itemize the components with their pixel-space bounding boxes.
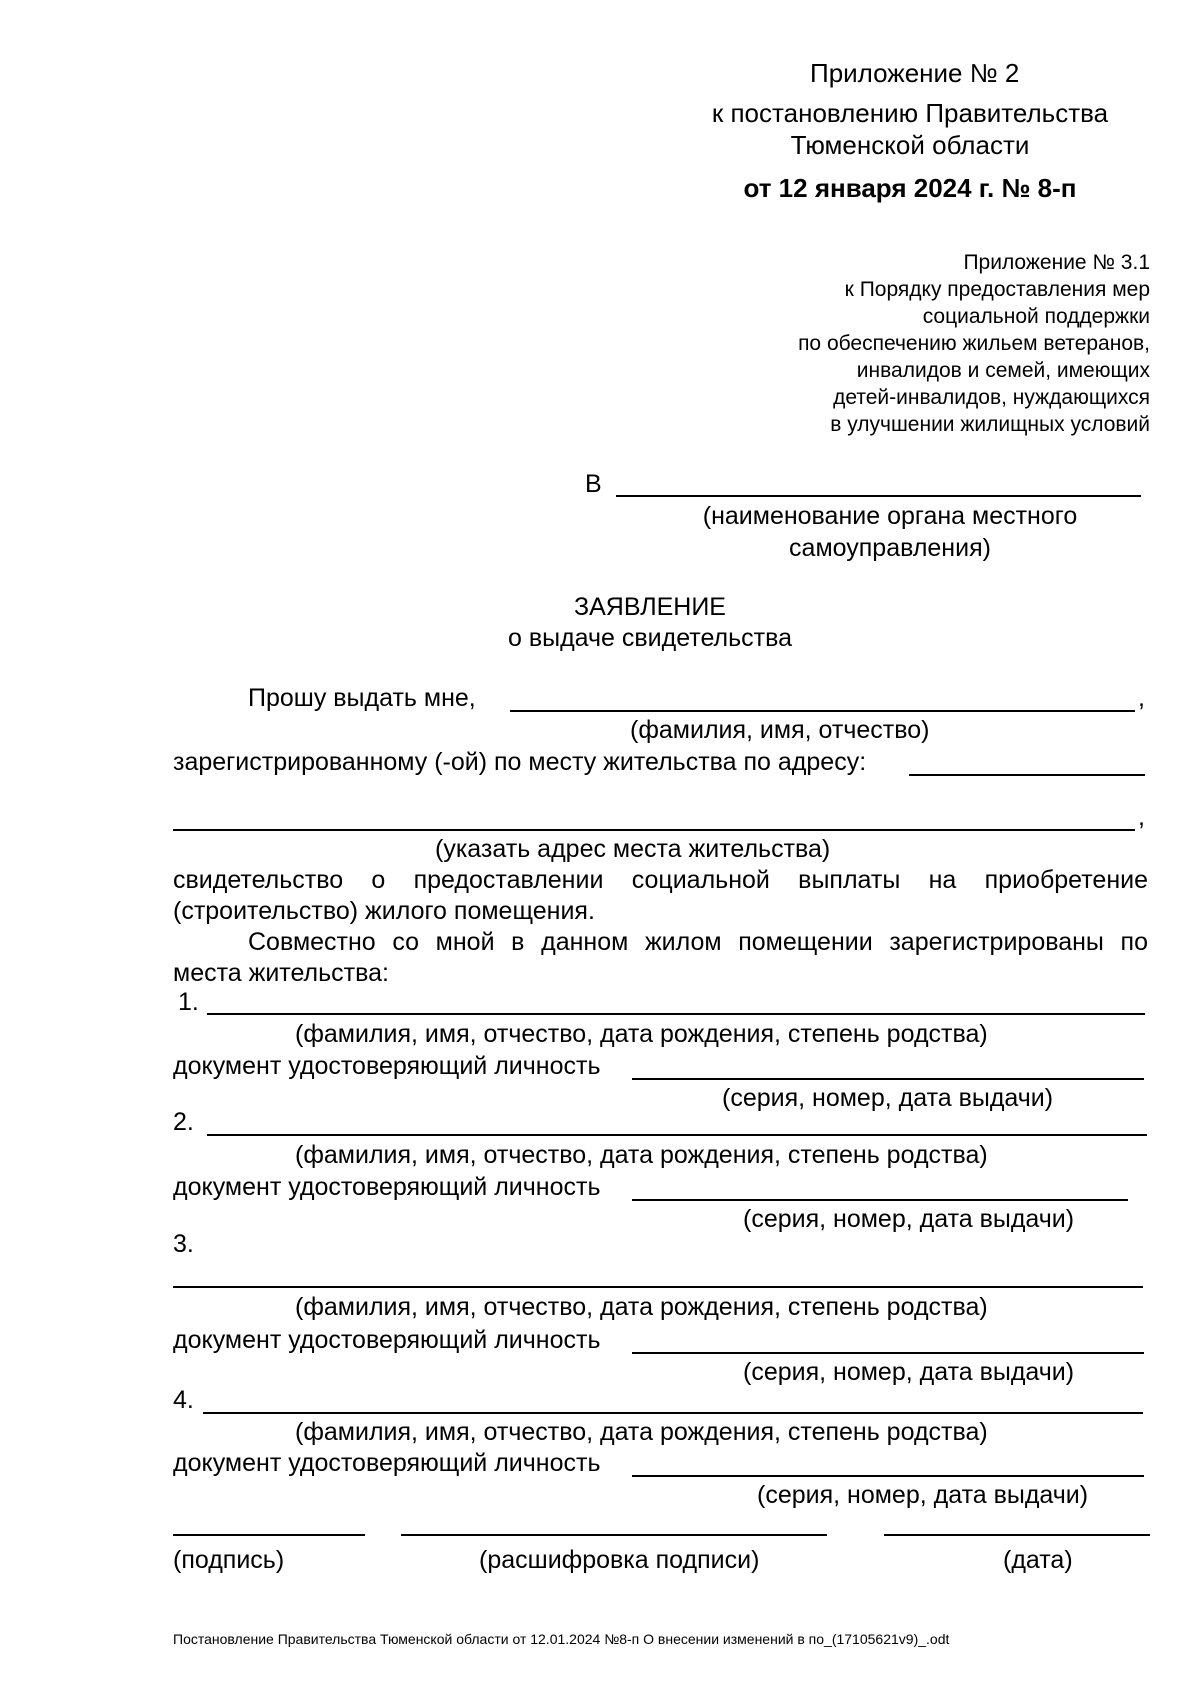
member-person-caption: (фамилия, имя, отчество, дата рождения, степень родства) [295,1293,988,1321]
addressee-caption-line1: (наименование органа местного [702,502,1078,530]
addressee-field[interactable] [616,495,1141,497]
sub-header-line: Приложение № 3.1 [963,251,1150,274]
sub-header-line: по обеспечению жильем ветеранов, [798,332,1150,355]
member-doc-caption: (серия, номер, дата выдачи) [722,1084,1054,1112]
member-doc-caption: (серия, номер, дата выдачи) [743,1358,1075,1386]
date-caption: (дата) [1003,1546,1073,1574]
jointly-text-line2: места жительства: [173,959,389,987]
member-doc-caption: (серия, номер, дата выдачи) [743,1205,1075,1233]
decoding-caption: (расшифровка подписи) [479,1546,760,1574]
applicant-fio-field[interactable] [510,710,1135,712]
member-person-caption: (фамилия, имя, отчество, дата рождения, степень родства) [295,1418,988,1446]
appendix-number: Приложение № 2 [810,58,1020,88]
sub-header-line: в улучшении жилищных условий [830,413,1150,436]
signature-field[interactable] [173,1534,365,1536]
member-number: 2. [173,1108,194,1136]
document-title: ЗАЯВЛЕНИЕ [573,593,726,621]
registered-text: зарегистрированному (-ой) по месту жительства по адресу: [173,748,867,776]
address-field-part2[interactable] [173,829,1135,831]
member-1-doc-field[interactable] [632,1078,1144,1080]
member-doc-label: документ удостоверяющий личность [173,1052,601,1080]
member-number: 1. [178,988,199,1016]
comma: , [1138,803,1145,831]
resolution-line1: к постановлению Правительства [711,98,1109,128]
signature-caption: (подпись) [173,1546,285,1574]
member-2-doc-field[interactable] [632,1199,1128,1201]
member-1-person-field[interactable] [207,1013,1145,1015]
sub-header-line: к Порядку предоставления мер [844,278,1150,301]
member-2-person-field[interactable] [207,1134,1147,1136]
member-3-doc-field[interactable] [632,1352,1144,1354]
member-4-doc-field[interactable] [632,1475,1144,1477]
member-doc-caption: (серия, номер, дата выдачи) [757,1481,1089,1509]
member-doc-label: документ удостоверяющий личность [173,1326,601,1354]
member-person-caption: (фамилия, имя, отчество, дата рождения, степень родства) [295,1020,988,1048]
date-field[interactable] [884,1534,1150,1536]
jointly-text-line1: Совместно со мной в данном жилом помещении зарегистрированы по [248,928,1148,956]
address-caption: (указать адрес места жительства) [435,835,831,863]
footer-text: Постановление Правительства Тюменской области от 12.01.2024 №8-п О внесении изменений в по_(17105621v9)_.odt [173,1631,950,1647]
fio-caption: (фамилия, имя, отчество) [630,716,930,744]
member-doc-label: документ удостоверяющий личность [173,1449,601,1477]
comma: , [1138,684,1145,712]
sub-header-line: инвалидов и семей, имеющих [856,359,1150,382]
address-field-part1[interactable] [909,774,1145,776]
member-person-caption: (фамилия, имя, отчество, дата рождения, степень родства) [295,1141,988,1169]
member-doc-label: документ удостоверяющий личность [173,1173,601,1201]
member-number: 4. [173,1386,194,1414]
addressee-prefix: В [585,470,602,498]
certificate-text-line1: свидетельство о предоставлении социальной выплаты на приобретение [173,866,1148,894]
signature-decoding-field[interactable] [401,1534,827,1536]
sub-header-line: социальной поддержки [922,305,1150,328]
resolution-date: от 12 января 2024 г. № 8-п [743,173,1077,203]
member-4-person-field[interactable] [203,1412,1143,1414]
member-3-person-field[interactable] [173,1286,1143,1288]
request-prefix: Прошу выдать мне, [248,684,476,712]
member-number: 3. [173,1230,194,1258]
sub-header-line: детей-инвалидов, нуждающихся [833,386,1150,409]
document-subtitle: о выдаче свидетельства [507,624,793,652]
addressee-caption-line2: самоуправления) [789,534,991,562]
certificate-text-line2: (строительство) жилого помещения. [173,897,595,925]
resolution-line2: Тюменской области [790,130,1030,160]
